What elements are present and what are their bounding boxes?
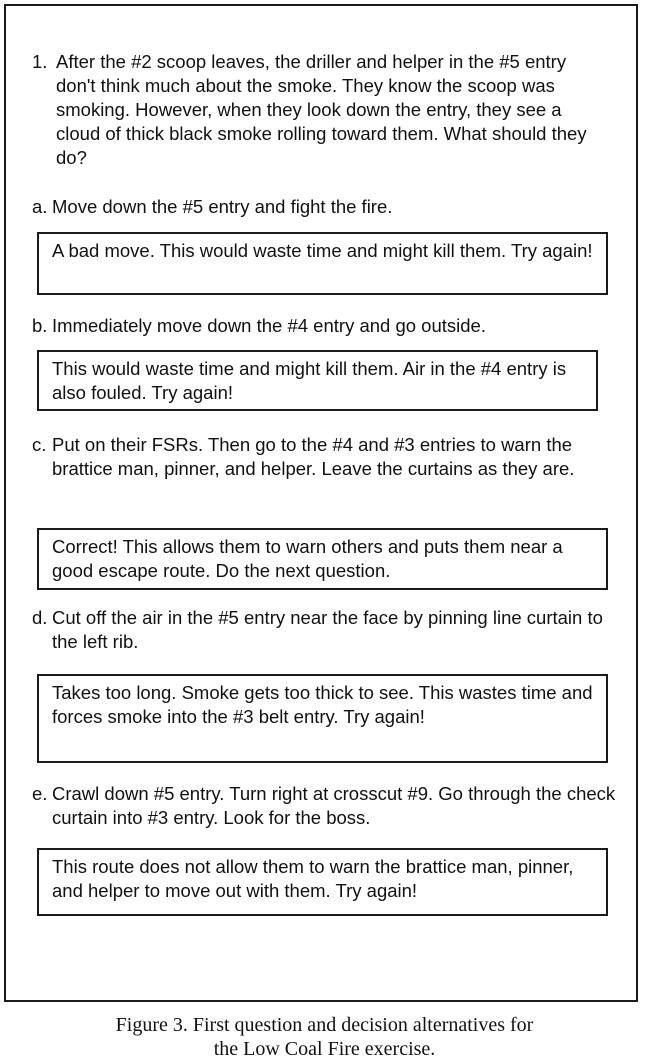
option-d bbox=[32, 606, 622, 654]
question-1 bbox=[32, 50, 592, 170]
option-text: Move down the #5 entry and fight the fire. bbox=[52, 196, 393, 217]
option-c bbox=[32, 433, 622, 481]
option-b bbox=[32, 314, 622, 338]
option-e bbox=[32, 782, 622, 830]
option-text: Crawl down #5 entry. Turn right at crosscut #9. Go through the check curtain into #3 entry. Look for the boss. bbox=[52, 783, 616, 828]
question-text: After the #2 scoop leaves, the driller and helper in the #5 entry don't think much about the smoke. They know the scoop was smoking. However, when they look down the entry, they see a cloud of thick black smoke rolling toward them. What should they do? bbox=[56, 51, 587, 168]
option-a bbox=[32, 195, 622, 219]
option-text: Put on their FSRs. Then go to the #4 and #3 entries to warn the brattice man, pinner, and helper. Leave the curtains as they are. bbox=[52, 434, 575, 479]
feedback-e: This route does not allow them to warn the brattice man, pinner, and helper to move out with them. Try again! bbox=[37, 848, 608, 916]
option-letter: d. bbox=[32, 607, 48, 628]
option-letter: c. bbox=[32, 434, 47, 455]
feedback-d: Takes too long. Smoke gets too thick to see. This wastes time and forces smoke into the #3 belt entry. Try again! bbox=[37, 674, 608, 763]
feedback-c: Correct! This allows them to warn others and puts them near a good escape route. Do the next question. bbox=[37, 528, 608, 590]
option-letter: a. bbox=[32, 196, 48, 217]
option-text: Immediately move down the #4 entry and go outside. bbox=[52, 315, 486, 336]
feedback-b: This would waste time and might kill them. Air in the #4 entry is also fouled. Try again! bbox=[37, 350, 598, 411]
question-number: 1. bbox=[32, 51, 48, 72]
feedback-a: A bad move. This would waste time and might kill them. Try again! bbox=[37, 232, 608, 295]
figure-caption bbox=[0, 1013, 649, 1061]
caption-line-1: Figure 3. First question and decision alternatives for bbox=[115, 1014, 534, 1036]
option-letter: b. bbox=[32, 315, 48, 336]
caption-line-2: the Low Coal Fire exercise. bbox=[213, 1038, 436, 1060]
option-text: Cut off the air in the #5 entry near the face by pinning line curtain to the left rib. bbox=[52, 607, 603, 652]
option-letter: e. bbox=[32, 783, 48, 804]
